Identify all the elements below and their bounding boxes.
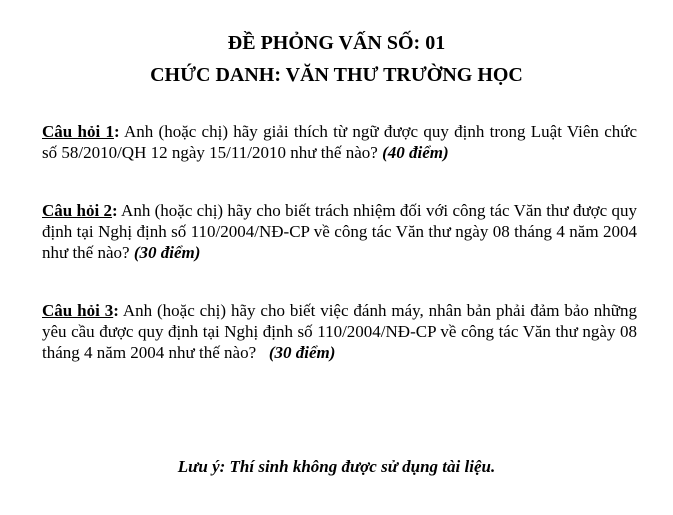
question-3-points: (30 điểm) — [268, 343, 336, 362]
question-1-colon: : — [113, 122, 120, 141]
question-1-points: (40 điểm) — [382, 143, 449, 162]
document-title: ĐỀ PHỎNG VẤN SỐ: 01 — [227, 32, 446, 54]
question-2-text: Anh (hoặc chị) hãy cho biết trách nhiệm đối với công tác Văn thư được quy định tại Nghị định số 110/2004/NĐ-CP về công tác Văn thư ngày 08 tháng 4 năm 2004 như thế nào? — [42, 201, 637, 262]
footer-note: Lưu ý: Thí sinh không được sử dụng tài liệu. — [177, 457, 496, 476]
question-2-colon: : — [112, 201, 118, 220]
question-3 — [42, 300, 642, 363]
question-1-text: Anh (hoặc chị) hãy giải thích từ ngữ được quy định trong Luật Viên chức số 58/2010/QH 12 ngày 15/11/2010 như thế nào? — [42, 122, 637, 162]
question-3-colon: : — [113, 301, 119, 320]
question-3-text: Anh (hoặc chị) hãy cho biết việc đánh máy, nhân bản phải đảm bảo những yêu cầu được quy định tại Nghị định số 110/2004/NĐ-CP về công tác Văn thư ngày 08 tháng 4 năm 2004 như thế nào? — [42, 301, 642, 362]
question-2-label: Câu hỏi 2 — [42, 201, 113, 220]
question-2 — [42, 200, 637, 263]
question-2-points: (30 điểm) — [133, 243, 201, 262]
job-title-heading: CHỨC DANH: VĂN THƯ TRƯỜNG HỌC — [150, 64, 523, 86]
question-1 — [42, 121, 637, 163]
question-3-label: Câu hỏi 3 — [42, 301, 114, 320]
question-1-label: Câu hỏi 1 — [42, 122, 114, 141]
